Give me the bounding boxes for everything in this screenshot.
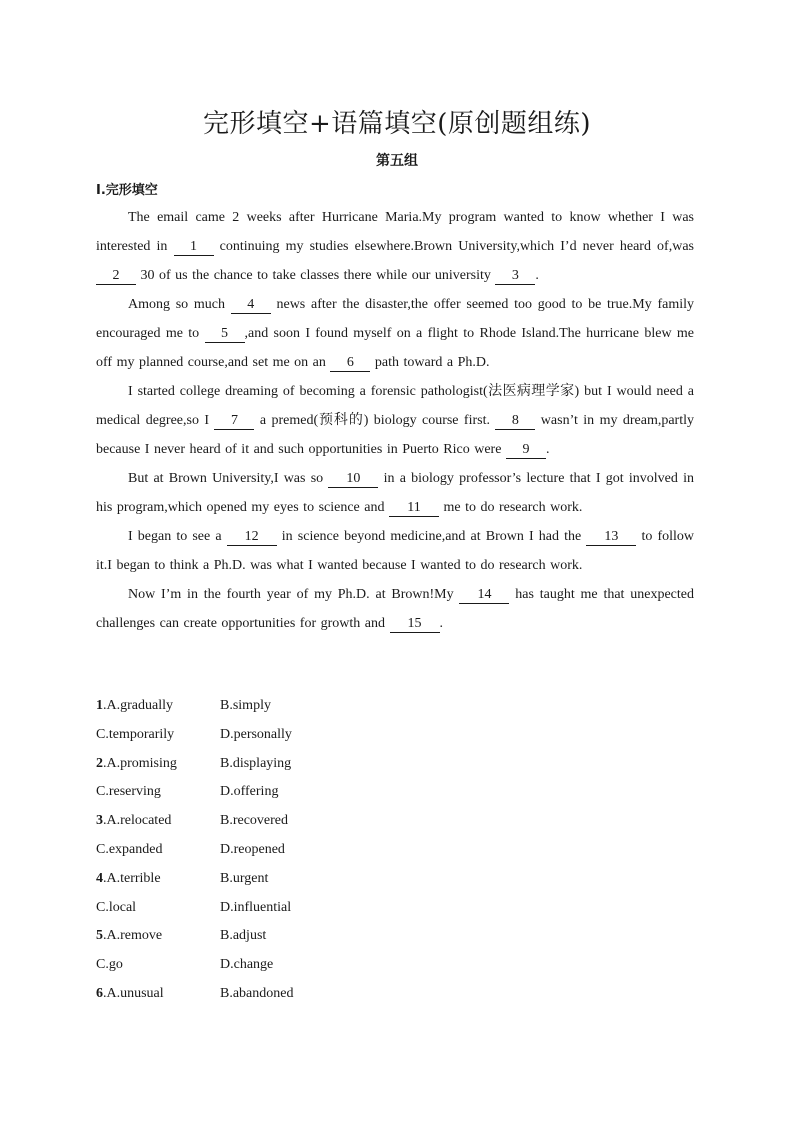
passage-text: path toward a Ph.D. <box>370 355 490 370</box>
option-item: B.adjust <box>220 928 267 944</box>
question-number: 4 <box>96 870 103 886</box>
option-item: B.urgent <box>220 870 269 886</box>
cloze-passage <box>96 203 694 638</box>
option-row <box>96 750 496 779</box>
option-item: D.personally <box>220 726 292 742</box>
passage-paragraph <box>96 522 694 580</box>
passage-text: I started college dreaming of becoming a forensic pathologist(法医病理学家) but I would need a medical degree,so I <box>96 384 694 428</box>
option-row <box>96 778 496 807</box>
option-item: B.simply <box>220 698 271 713</box>
option-item: D.reopened <box>220 841 285 857</box>
passage-text: ,and soon I found myself on a flight to Rhode Island.The hurricane blew me off my planned course,and set me on an <box>96 326 694 370</box>
option-item: C.expanded <box>96 841 163 857</box>
option-item: C.temporarily <box>96 726 175 742</box>
passage-paragraph <box>96 203 694 290</box>
passage-text: has taught me that unexpected challenges can create opportunities for growth and <box>96 587 694 631</box>
question-number: 5 <box>96 928 103 944</box>
passage-text: continuing my studies elsewhere.Brown University,which I’d never heard of,was <box>213 239 694 254</box>
question-number: 3 <box>96 813 103 829</box>
option-row <box>96 692 496 721</box>
passage-paragraph <box>96 580 694 638</box>
passage-text: Now I’m in the fourth year of my Ph.D. at Brown!My <box>128 587 460 602</box>
question-number: 1 <box>96 698 103 713</box>
option-item: C.reserving <box>96 784 161 800</box>
question-number: 2 <box>96 755 103 771</box>
option-row <box>96 807 496 836</box>
option-row <box>96 980 496 1009</box>
option-item: B.abandoned <box>220 985 294 1001</box>
passage-text: a premed(预科的) biology course first. <box>254 413 496 428</box>
option-item <box>96 865 220 894</box>
passage-text: Among so much <box>128 297 231 312</box>
passage-text: in a biology professor’s lecture that I got involved in his program,which opened my eyes to science and <box>96 471 694 515</box>
option-item: D.offering <box>220 784 279 800</box>
blank-12: 12 <box>227 529 277 546</box>
blank-6: 6 <box>330 355 370 372</box>
passage-text: to follow it.I began to think a Ph.D. was what I wanted because I wanted to do research work. <box>96 529 694 573</box>
passage-paragraph <box>96 464 694 522</box>
option-text: .A.promising <box>103 755 177 771</box>
blank-15: 15 <box>390 616 440 633</box>
passage-text: But at Brown University,I was so <box>128 471 329 486</box>
passage-text: . <box>439 616 444 631</box>
option-item <box>96 692 220 721</box>
option-row <box>96 836 496 865</box>
option-item <box>96 807 220 836</box>
option-row <box>96 922 496 951</box>
blank-3: 3 <box>495 268 535 285</box>
option-row <box>96 951 496 980</box>
passage-text: 30 of us the chance to take classes there while our university <box>136 268 496 283</box>
blank-9: 9 <box>506 442 546 459</box>
blank-1: 1 <box>174 239 214 256</box>
option-item: B.displaying <box>220 755 292 771</box>
blank-11: 11 <box>389 500 439 517</box>
blank-4: 4 <box>231 297 271 314</box>
passage-paragraph <box>96 377 694 464</box>
option-row <box>96 721 496 750</box>
passage-text: in science beyond medicine,and at Brown I had the <box>276 529 587 544</box>
question-number: 6 <box>96 985 103 1001</box>
blank-7: 7 <box>214 413 254 430</box>
page-title: 完形填空+语篇填空(原创题组练) <box>202 109 592 139</box>
blank-14: 14 <box>459 587 509 604</box>
option-item: D.influential <box>220 899 292 915</box>
option-item: C.local <box>96 899 137 915</box>
group-subtitle: 第五组 <box>376 153 418 169</box>
blank-13: 13 <box>586 529 636 546</box>
blank-10: 10 <box>328 471 378 488</box>
option-item: B.recovered <box>220 813 289 829</box>
passage-text: The email came 2 weeks after Hurricane Maria.My program wanted to know whether I was interested in <box>96 210 694 254</box>
option-item <box>96 922 220 951</box>
passage-text: . <box>535 268 539 283</box>
passage-paragraph <box>96 290 694 377</box>
passage-text: I began to see a <box>128 529 227 544</box>
passage-text: wasn’t in my dream,partly because I never heard of it and such opportunities in Puerto Rico were <box>96 413 694 457</box>
option-row <box>96 894 496 923</box>
option-item: D.change <box>220 957 274 973</box>
option-text: .A.relocated <box>103 813 172 829</box>
passage-text: . <box>545 442 550 457</box>
option-text: .A.terrible <box>103 870 161 886</box>
option-item: C.go <box>96 957 123 973</box>
option-row <box>96 865 496 894</box>
blank-2: 2 <box>96 268 136 285</box>
section-heading: Ⅰ.完形填空 <box>96 183 158 198</box>
blank-8: 8 <box>495 413 535 430</box>
option-item <box>96 750 220 779</box>
option-text: .A.gradually <box>103 698 173 713</box>
passage-text: me to do research work. <box>438 500 583 515</box>
option-text: .A.unusual <box>103 985 164 1001</box>
answer-options <box>96 692 496 1009</box>
blank-5: 5 <box>205 326 245 343</box>
passage-text: news after the disaster,the offer seemed too good to be true.My family encouraged me to <box>96 297 694 341</box>
option-text: .A.remove <box>103 928 163 944</box>
option-item <box>96 980 220 1009</box>
